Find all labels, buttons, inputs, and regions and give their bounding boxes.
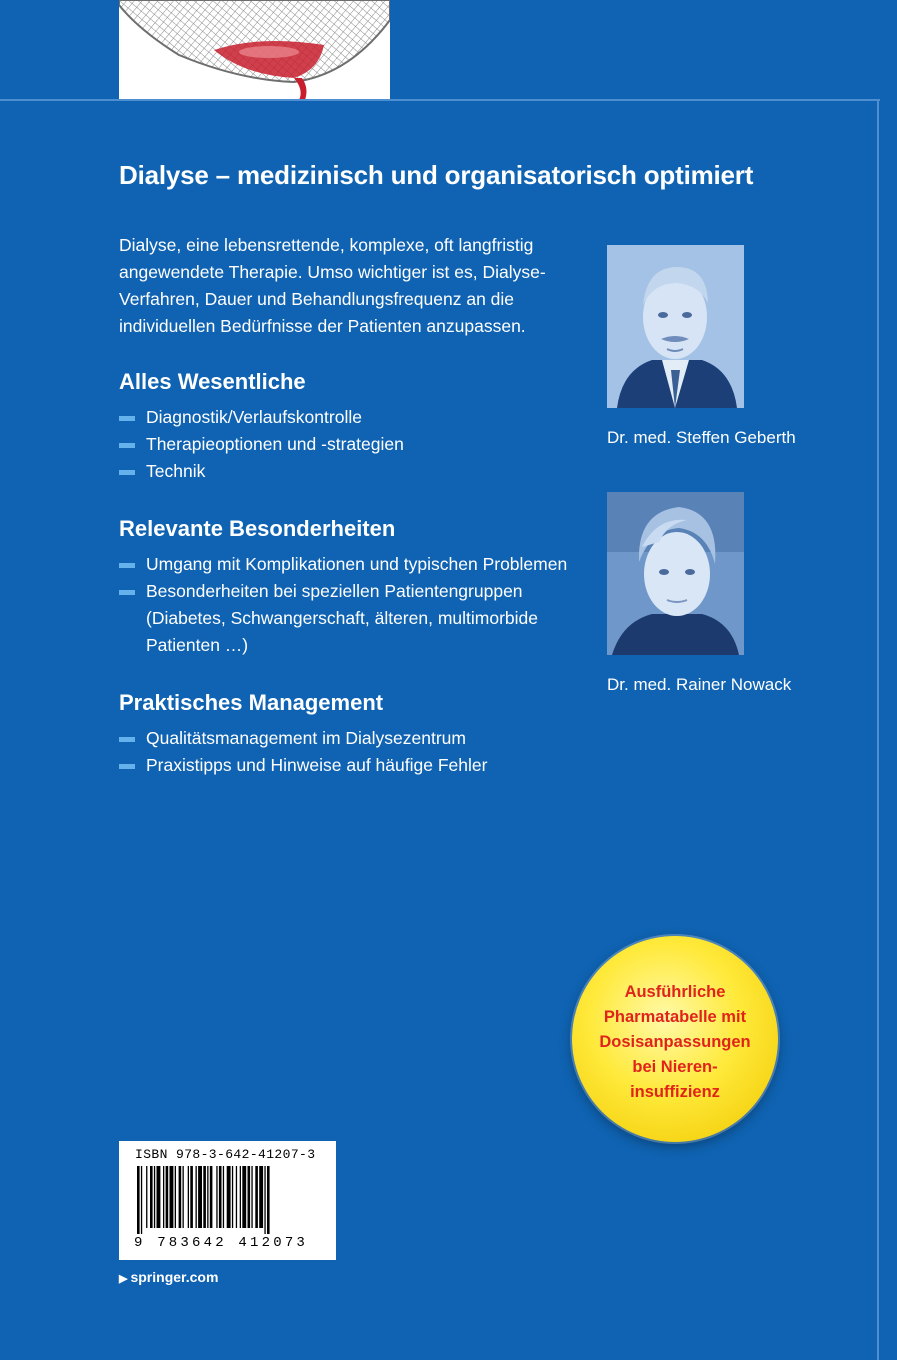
intro-paragraph: Dialyse, eine lebensrettende, komplexe, oft langfristig angewendete Therapie. Umso wichtiger ist es, Dialyse-Verfahren, Dauer und Behandlungsfrequenz an die individuellen Bedürfnisse der Patienten anzupassen.: [119, 235, 546, 336]
badge-line: Dosisanpassungen: [599, 1033, 751, 1051]
barcode-bar: [267, 1166, 270, 1234]
barcode-bar: [232, 1166, 233, 1228]
bullet-dash-icon: [119, 416, 135, 421]
list-item-text: Qualitätsmanagement im Dialysezentrum: [146, 728, 466, 748]
badge-line: insuffizienz: [630, 1083, 720, 1101]
bullet-dash-icon: [119, 737, 135, 742]
barcode-bar: [141, 1166, 142, 1234]
barcode-bar: [196, 1166, 197, 1228]
barcode-bar: [163, 1166, 164, 1228]
list-item: [119, 431, 589, 458]
author-photo-nowack: [607, 492, 744, 655]
publisher-link[interactable]: [119, 1269, 218, 1285]
list-item-text: Therapieoptionen und -strategien: [146, 434, 404, 454]
list-item: [119, 458, 589, 485]
pharmatabelle-badge: [572, 936, 778, 1142]
section-title-praktisches-management: Praktisches Management: [119, 690, 384, 715]
barcode-bar: [264, 1166, 265, 1234]
list-item-text: Technik: [146, 461, 206, 481]
barcode-bar: [188, 1166, 189, 1228]
list-item-text: Umgang mit Komplikationen und typischen Problemen: [146, 554, 568, 574]
barcode-bar: [248, 1166, 251, 1228]
barcode-bar: [242, 1166, 246, 1228]
barcode-bar: [157, 1166, 161, 1228]
list-item-text: Praxistipps und Hinweise auf häufige Fehler: [146, 755, 488, 775]
barcode-bar: [170, 1166, 174, 1228]
isbn-text: ISBN 978-3-642-41207-3: [135, 1147, 316, 1162]
barcode-bar: [210, 1166, 213, 1228]
barcode-bar: [154, 1166, 155, 1228]
barcode-bar: [223, 1166, 224, 1228]
badge-text: [582, 980, 768, 1105]
list-item: [119, 404, 589, 431]
author-caption-nowack: Dr. med. Rainer Nowack: [607, 675, 792, 694]
list-item-text: Besonderheiten bei speziellen Patientengruppen (Diabetes, Schwangerschaft, älteren, multimorbide Patienten …): [146, 581, 538, 655]
badge-line: Ausführliche: [624, 983, 726, 1001]
barcode-bars: [133, 1166, 323, 1234]
section-list-alles-wesentliche: [119, 404, 589, 485]
barcode-bar: [198, 1166, 202, 1228]
list-item: [119, 551, 589, 578]
list-item: [119, 725, 589, 752]
author-caption-geberth: Dr. med. Steffen Geberth: [607, 428, 796, 447]
barcode-bar: [175, 1166, 176, 1228]
barcode-bar: [183, 1166, 184, 1228]
section-title-relevante-besonderheiten: Relevante Besonderheiten: [119, 516, 396, 541]
section-list-praktisches-management: [119, 725, 589, 779]
barcode-bar: [227, 1166, 231, 1228]
headline: Dialyse – medizinisch und organisatorisch optimiert: [119, 160, 754, 190]
section-title-alles-wesentliche: Alles Wesentliche: [119, 369, 306, 394]
bullet-dash-icon: [119, 590, 135, 595]
bullet-dash-icon: [119, 764, 135, 769]
barcode-bar: [236, 1166, 237, 1228]
barcode-bar: [240, 1166, 241, 1228]
isbn-barcode-box: [119, 1141, 336, 1260]
barcode-digits: 9 783642 412073: [134, 1235, 309, 1251]
list-item: [119, 752, 589, 779]
barcode-bar: [216, 1166, 217, 1228]
publisher-link-text: springer.com: [130, 1269, 219, 1285]
barcode-bar: [219, 1166, 222, 1228]
frame-line-top: [0, 99, 880, 101]
barcode-bar: [179, 1166, 182, 1228]
list-item: [119, 578, 566, 659]
section-list-relevante-besonderheiten: [119, 551, 589, 659]
bullet-dash-icon: [119, 470, 135, 475]
bullet-dash-icon: [119, 563, 135, 568]
list-item-text: Diagnostik/Verlaufskontrolle: [146, 407, 362, 427]
badge-line: Pharmatabelle mit: [603, 1008, 747, 1026]
barcode-bar: [146, 1166, 147, 1228]
barcode-bar: [207, 1166, 208, 1228]
author-photo-geberth: [607, 245, 744, 408]
cover-image-strainer: [119, 0, 390, 100]
bullet-dash-icon: [119, 443, 135, 448]
badge-line: bei Nieren-: [632, 1058, 718, 1076]
barcode-bar: [150, 1166, 153, 1228]
barcode-bar: [203, 1166, 206, 1228]
barcode-bar: [137, 1166, 140, 1234]
barcode-bar: [259, 1166, 263, 1228]
barcode-bar: [255, 1166, 258, 1228]
frame-line-right: [877, 99, 879, 1360]
barcode-bar: [166, 1166, 169, 1228]
barcode-bar: [190, 1166, 193, 1228]
barcode-bar: [251, 1166, 252, 1228]
arrow-right-icon: ▶: [119, 1273, 128, 1285]
